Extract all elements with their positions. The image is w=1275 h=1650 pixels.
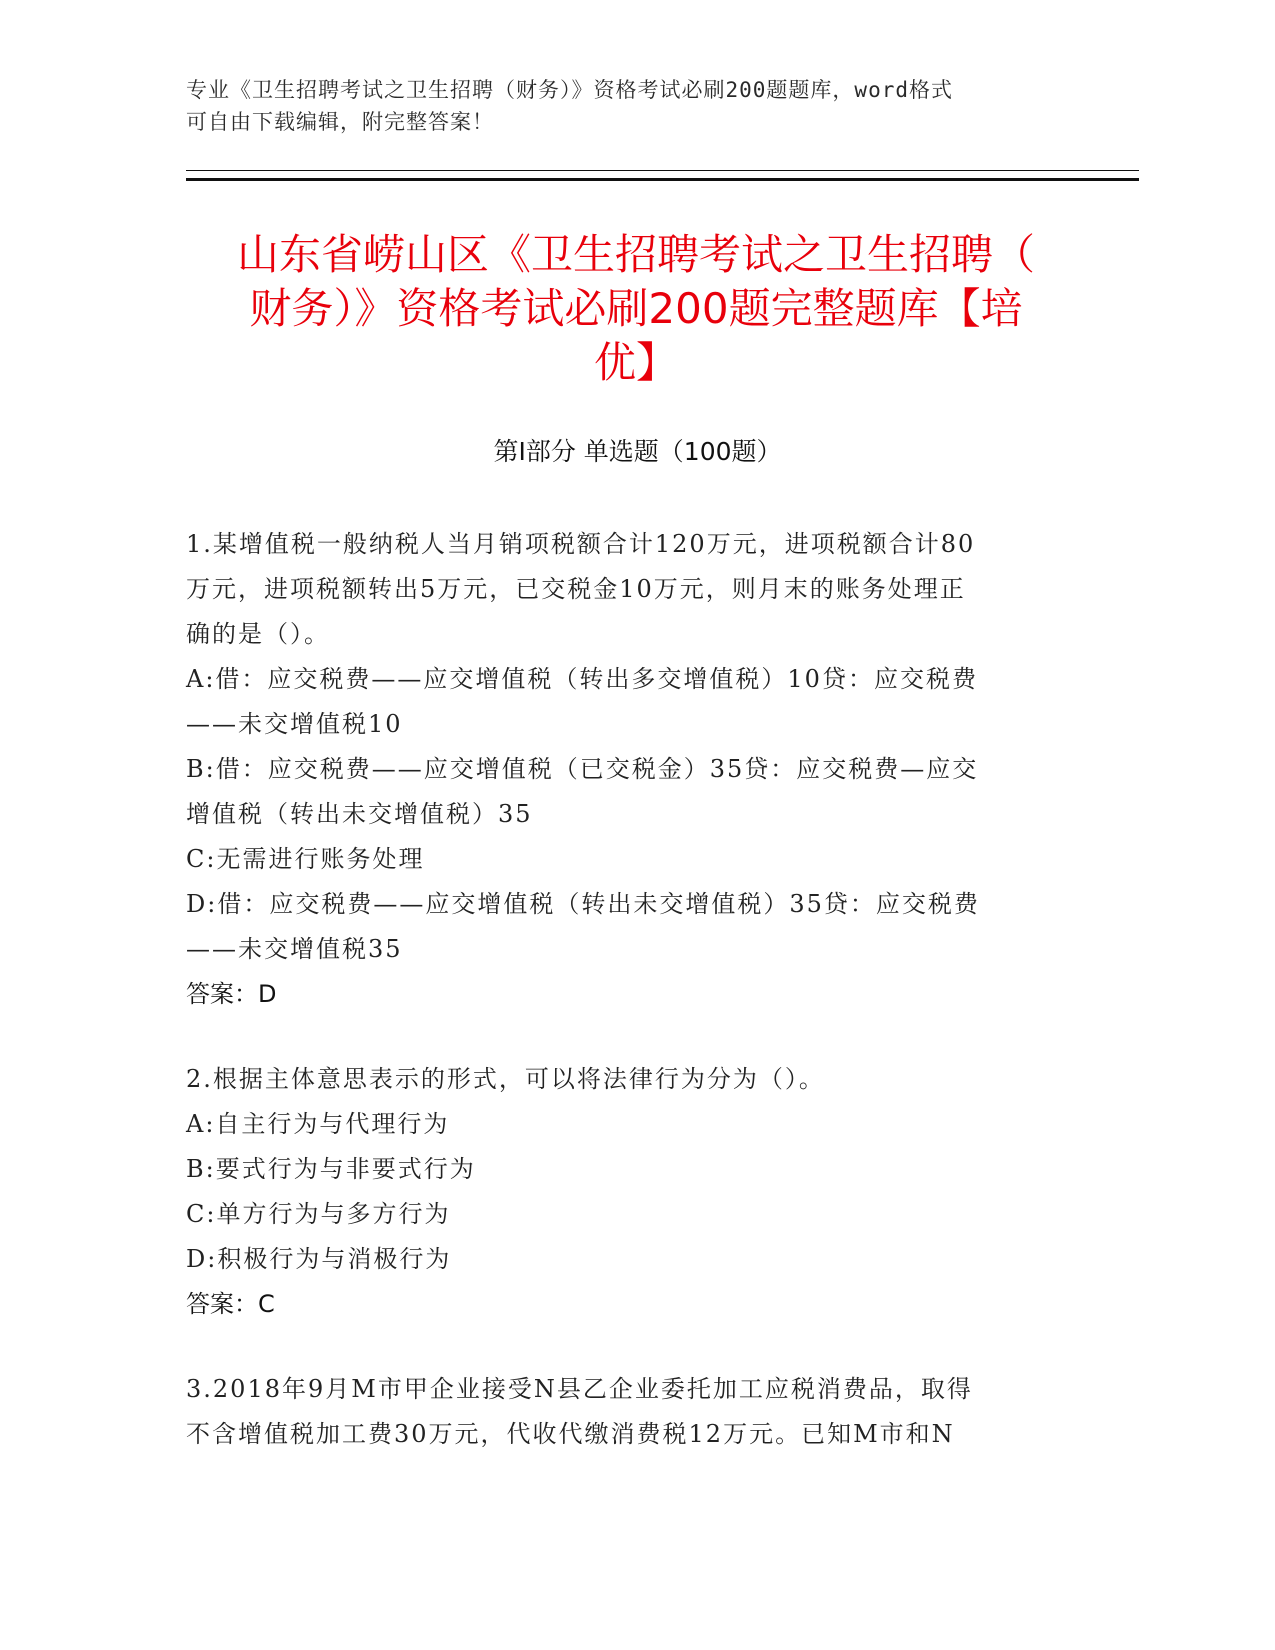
header-note (186, 74, 1086, 138)
question-item (186, 1367, 1076, 1457)
option-line: D:积极行为与消极行为 (186, 1245, 452, 1273)
question-stem-line: 确的是（）。 (186, 620, 330, 648)
answer-label: 答案：D (186, 980, 277, 1008)
option-line: C:无需进行账务处理 (186, 845, 425, 873)
option-line: 增值税（转出未交增值税）35 (186, 800, 533, 828)
header-rule-thick (186, 178, 1139, 181)
question-item (186, 1057, 1076, 1327)
question-list (186, 522, 1076, 1497)
header-rule-thin (186, 170, 1139, 171)
header-note-line: 专业《卫生招聘考试之卫生招聘（财务）》资格考试必刷200题题库，word格式 (186, 78, 953, 102)
option-line: C:单方行为与多方行为 (186, 1200, 451, 1228)
option-line: B:要式行为与非要式行为 (186, 1155, 476, 1183)
header-note-line: 可自由下载编辑，附完整答案！ (186, 110, 494, 134)
title-line: 财务）》资格考试必刷200题完整题库【培 (249, 284, 1023, 333)
option-line: B:借：应交税费——应交增值税（已交税金）35贷：应交税费—应交 (186, 755, 979, 783)
answer-label: 答案：C (186, 1290, 275, 1318)
title-line: 优】 (593, 338, 678, 387)
document-title (186, 228, 1086, 390)
question-stem-line: 2.根据主体意思表示的形式，可以将法律行为分为（）。 (186, 1065, 825, 1093)
title-line: 山东省崂山区《卫生招聘考试之卫生招聘（ (236, 230, 1035, 279)
question-stem-line: 1.某增值税一般纳税人当月销项税额合计120万元，进项税额合计80 (186, 530, 976, 558)
question-stem-line: 不含增值税加工费30万元，代收代缴消费税12万元。已知M市和N (186, 1420, 955, 1448)
option-line: A:借：应交税费——应交增值税（转出多交增值税）10贷：应交税费 (186, 665, 978, 693)
option-line: ——未交增值税35 (186, 935, 403, 963)
option-line: A:自主行为与代理行为 (186, 1110, 450, 1138)
question-stem-line: 3.2018年9月M市甲企业接受N县乙企业委托加工应税消费品，取得 (186, 1375, 973, 1403)
question-stem-line: 万元，进项税额转出5万元，已交税金10万元，则月末的账务处理正 (186, 575, 966, 603)
option-line: D:借：应交税费——应交增值税（转出未交增值税）35贷：应交税费 (186, 890, 980, 918)
section-heading: 第Ⅰ部分 单选题（100题） (493, 437, 782, 466)
option-line: ——未交增值税10 (186, 710, 403, 738)
question-item (186, 522, 1076, 1017)
